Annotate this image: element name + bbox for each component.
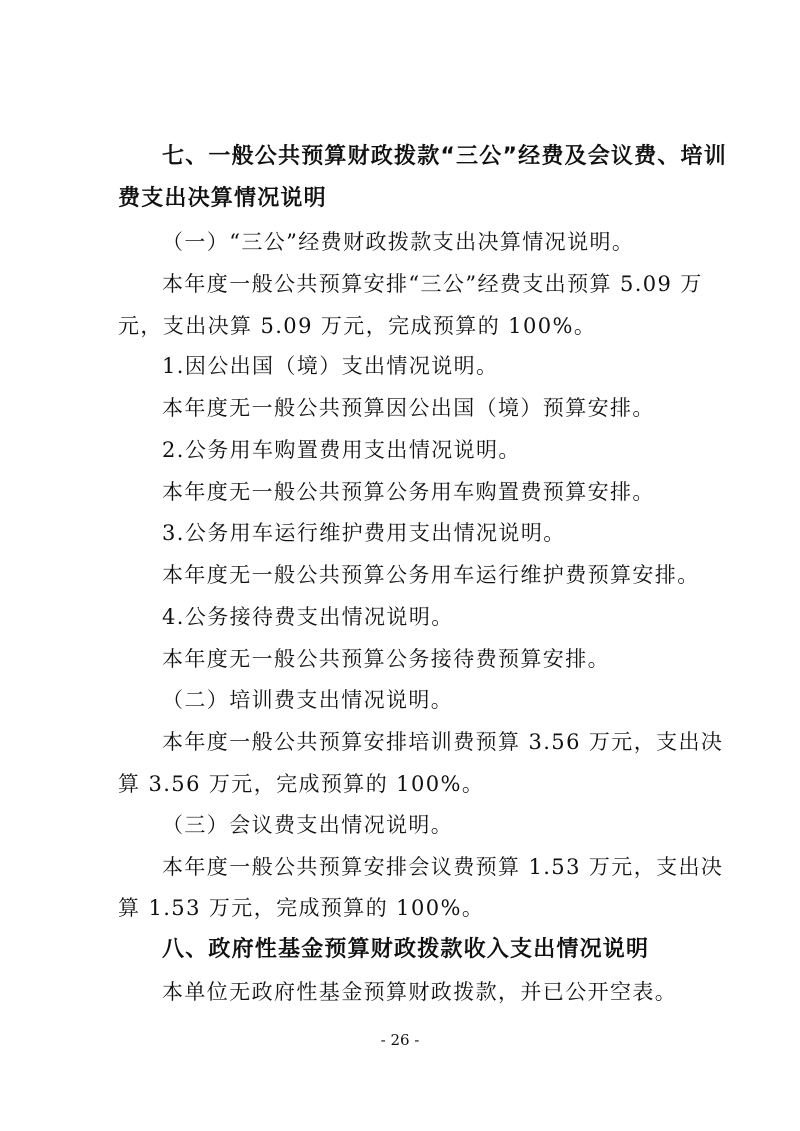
- subsection-1-paragraph-line-1: 本年度一般公共预算安排“三公”经费支出预算 5.09 万: [162, 272, 703, 296]
- item-4-title: 4.公务接待费支出情况说明。: [162, 605, 454, 629]
- item-3-title: 3.公务用车运行维护费用支出情况说明。: [162, 521, 566, 545]
- section-8-heading: 八、政府性基金预算财政拨款收入支出情况说明: [162, 937, 650, 962]
- subsection-1-title: （一）“三公”经费财政拨款支出决算情况说明。: [162, 230, 635, 254]
- subsection-2-title: （二）培训费支出情况说明。: [162, 688, 454, 712]
- item-3-text: 本年度无一般公共预算公务用车运行维护费预算安排。: [162, 563, 700, 587]
- item-2-text: 本年度无一般公共预算公务用车购置费预算安排。: [162, 480, 655, 504]
- item-2-title: 2.公务用车购置费用支出情况说明。: [162, 438, 521, 462]
- subsection-1-paragraph-line-2: 元，支出决算 5.09 万元，完成预算的 100%。: [118, 314, 597, 338]
- subsection-2-paragraph-line-1: 本年度一般公共预算安排培训费预算 3.56 万元，支出决: [162, 730, 724, 754]
- item-1-text: 本年度无一般公共预算因公出国（境）预算安排。: [162, 396, 655, 420]
- section-8-text: 本单位无政府性基金预算财政拨款，并已公开空表。: [162, 980, 678, 1004]
- subsection-3-paragraph-line-2: 算 1.53 万元，完成预算的 100%。: [118, 896, 485, 920]
- page-number: - 26 -: [380, 1031, 420, 1049]
- subsection-2-paragraph-line-2: 算 3.56 万元，完成预算的 100%。: [118, 772, 485, 796]
- section-7-heading-line-2: 费支出决算情况说明: [118, 186, 327, 211]
- subsection-3-title: （三）会议费支出情况说明。: [162, 813, 454, 837]
- item-4-text: 本年度无一般公共预算公务接待费预算安排。: [162, 647, 610, 671]
- item-1-title: 1.因公出国（境）支出情况说明。: [162, 354, 499, 378]
- subsection-3-paragraph-line-1: 本年度一般公共预算安排会议费预算 1.53 万元，支出决: [162, 855, 724, 879]
- section-7-heading-line-1: 七、一般公共预算财政拨款“三公”经费及会议费、培训: [162, 144, 727, 169]
